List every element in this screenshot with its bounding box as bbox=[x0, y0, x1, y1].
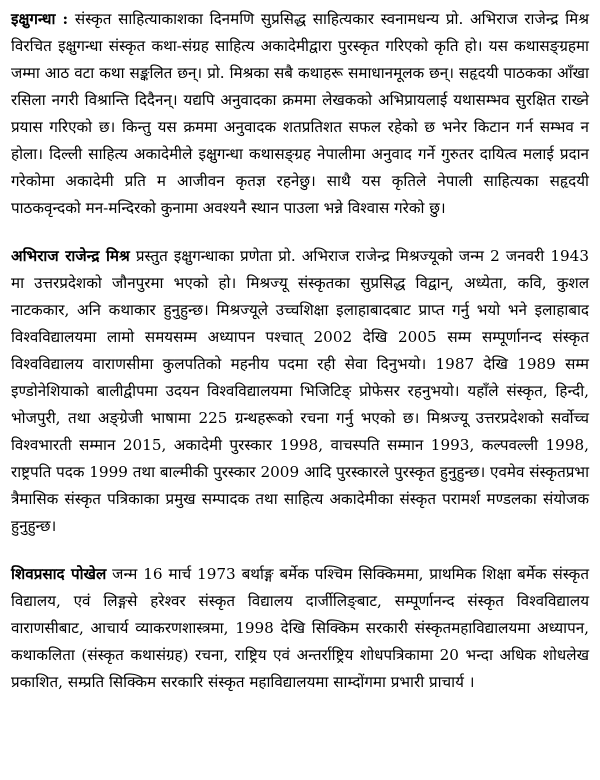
paragraph-text: संस्कृत साहित्याकाशका दिनमणि सुप्रसिद्ध साहित्यकार स्वनामधन्य प्रो. अभिराज राजेन्द्र मिश्र विरचित इक्षुगन्धा संस्कृत कथा-संग्रह साहित्य अकादेमीद्वारा पुरस्कृत गरिएको कृति हो। यस कथासङ्ग्रहमा जम्मा आठ वटा कथा सङ्कलित छन्। प्रो. मिश्रका सबै कथाहरू समाधानमूलक छन्। सहृदयी पाठकका आँखा रसिला नगरी विश्रान्ति दिदैनन्। यद्यपि अनुवादका क्रममा लेखकको अभिप्रायलाई यथासम्भव सुरक्षित राख्ने प्रयास गरिएको छ। किन्तु यस क्रममा अनुवादक शतप्रतिशत सफल रहेको छ भनेर किटान गर्न सम्भव न होला। दिल्ली साहित्य अकादेमीले इक्षुगन्धा कथासङ्ग्रह नेपालीमा अनुवाद गर्ने गुरुतर दायित्व मलाई प्रदान गरेकोमा अकादेमी प्रति म आजीवन कृतज्ञ रहनेछु। साथै यस कृतिले नेपाली साहित्यका सहृदयी पाठकवृन्दको मन-मन्दिरको कुनामा अवश्यनै स्थान पाउला भन्ने विश्वास गरेको छु। bbox=[11, 10, 589, 217]
paragraph-ikshugandha bbox=[11, 6, 589, 222]
paragraph-text: प्रस्तुत इक्षुगन्धाका प्रणेता प्रो. अभिराज राजेन्द्र मिश्रज्यूको जन्म 2 जनवरी 1943 मा उत्तरप्रदेशको जौनपुरमा भएको हो। मिश्रज्यू संस्कृतका सुप्रसिद्ध विद्वान्, अध्येता, कवि, कुशल नाटककार, अनि कथाकार हुनुहुन्छ। मिश्रज्यूले उच्चशिक्षा इलाहाबादबाट प्राप्त गर्नु भयो भने इलाहाबाद विश्वविद्यालयमा लामो समयसम्म अध्यापन पश्चात् 2002 देखि 2005 सम्म सम्पूर्णानन्द संस्कृत विश्वविद्यालय वाराणसीमा कुलपतिको महनीय पदमा रही सेवा दिनुभयो। 1987 देखि 1989 सम्म इण्डोनेशियाको बालीद्वीपमा उदयन विश्वविद्यालयमा भिजिटिङ् प्रोफेसर रहनुभयो। यहाँले संस्कृत, हिन्दी, भोजपुरी, तथा अङ्ग्रेजी भाषामा 225 ग्रन्थहरूको रचना गर्नु भएको छ। मिश्रज्यू उत्तरप्रदेशको सर्वोच्च विश्वभारती सम्मान 2015, अकादेमी पुरस्कार 1998, वाचस्पति सम्मान 1993, कल्पवल्ली 1998, राष्ट्रपति पदक 1999 तथा बाल्मीकी पुरस्कार 2009 आदि पुरस्कारले पुरस्कृत हुनुहुन्छ। एवमेव संस्कृतप्रभा त्रैमासिक संस्कृत पत्रिकाका प्रमुख सम्पादक तथा साहित्य अकादेमीका संस्कृत परामर्श मण्डलका संयोजक हुनुहुन्छ। bbox=[11, 247, 589, 535]
paragraph-abhiraj-rajendra-mishra bbox=[11, 243, 589, 540]
paragraph-shivaprasad-pokhel bbox=[11, 561, 589, 696]
term-author-name: अभिराज राजेन्द्र मिश्र bbox=[11, 247, 130, 265]
term-ikshugandha: इक्षुगन्धा : bbox=[11, 10, 69, 28]
paragraph-text: जन्म 16 मार्च 1973 बर्थाङ्ग बर्मेक पश्चिम सिक्किममा, प्राथमिक शिक्षा बर्मेक संस्कृत विद्यालय, एवं लिङ्गसे हरेश्वर संस्कृत विद्यालय दार्जीलिङ्बाट, सम्पूर्णानन्द संस्कृत विश्वविद्यालय वाराणसीबाट, आचार्य व्याकरणशास्त्रमा, 1998 देखि सिक्किम सरकारी संस्कृतमहाविद्यालयमा अध्यापन, कथाकलिता (संस्कृत कथासंग्रह) रचना, राष्ट्रिय एवं अन्तर्राष्ट्रिय शोधपत्रिकामा 20 भन्दा अधिक शोधलेख प्रकाशित, सम्प्रति सिक्किम सरकारि संस्कृत महाविद्यालयमा साम्दोंगमा प्रभारी प्राचार्य । bbox=[11, 565, 589, 691]
term-translator-name: शिवप्रसाद पोखेल bbox=[11, 565, 107, 583]
